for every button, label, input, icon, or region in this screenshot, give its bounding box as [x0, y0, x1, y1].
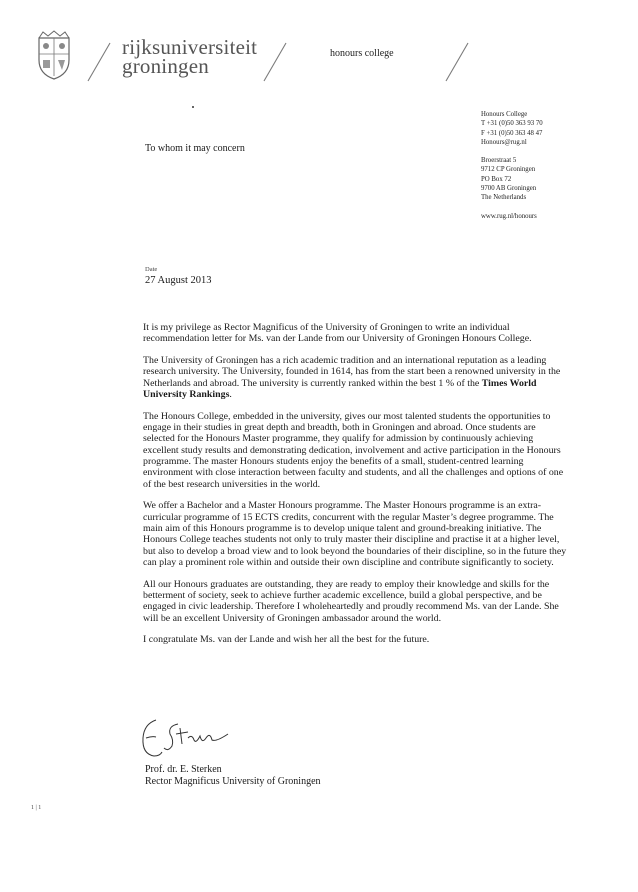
paragraph-4: We offer a Bachelor and a Master Honours programme. The Master Honours programme is an extra-curricular programme of 15 ECTS credits, concurrent with the regular Master’s degree programme. The main aim of this Honours programme is to develop unique talent and ground-breaking initiative. The Honours College teaches students not only to truly master their discipline and practise it at a higher level, but also to develop a broad view and to look beyond the boundaries of their discipline, so in the future they can play a prominent role within and outside their own discipline and contribute significantly to society. [143, 500, 567, 568]
decorative-dot [192, 106, 194, 108]
paragraph-3: The Honours College, embedded in the university, gives our most talented students the opportunities to engage in their studies in great depth and breadth, both in Groningen and abroad. Once students are selected for the Honours Master programme, they qualify for admission by continuously achieving excellent study results and demonstrating dedication, involvement and active participation in the Honours programme. The master Honours students enjoy the benefits of a small, student-centred learning environment with close interaction between faculty and students, and all the challenges and options of one of the best research universities in the world. [143, 410, 564, 490]
addressee: To whom it may concern [145, 143, 245, 154]
divider-slash [262, 42, 288, 82]
contact-street: Broerstraat 5 [481, 157, 517, 165]
paragraph-2-end: . [229, 388, 232, 400]
signatory-name: Prof. dr. E. Sterken [145, 764, 222, 775]
paragraph-5: All our Honours graduates are outstanding, they are ready to employ their knowledge and skills for the betterment of society, seek to achieve further academic excellence, build a global perspective, and be engaged in civic leadership. Therefore I wholeheartedly and proudly recommend Ms. van der Lande. She will be an excellent University of Groningen ambassador around the world. [143, 578, 559, 624]
contact-website: www.rug.nl/honours [481, 212, 537, 220]
university-crest-icon [36, 30, 72, 80]
contact-block [481, 110, 543, 221]
date-value: 27 August 2013 [145, 275, 212, 286]
divider-slash [444, 42, 470, 82]
paragraph-1: It is my privilege as Rector Magnificus of the University of Groningen to write an individual recommendation letter for Ms. van der Lande from our University of Groningen Honours College. [143, 322, 532, 345]
signatory-title: Rector Magnificus University of Groningen [145, 776, 321, 787]
logo-line-1: rijksuniversiteit [122, 35, 258, 59]
contact-phone: T +31 (0)50 363 93 70 [481, 120, 543, 128]
paragraph-2-text: The University of Groningen has a rich academic tradition and an international reputation as a leading research university. The University, founded in 1614, has from the start been a renowned university in the Netherlands and abroad. The university is currently ranked within the best 1 % of the [143, 355, 561, 389]
university-logo [122, 35, 258, 78]
department-name: honours college [330, 48, 394, 59]
contact-fax: F +31 (0)50 363 48 47 [481, 129, 543, 137]
logo-line-2: groningen [122, 54, 209, 78]
rankings-name: Times World University Rankings [143, 377, 537, 400]
divider-slash [86, 42, 112, 82]
contact-name: Honours College [481, 111, 528, 118]
handwritten-signature [138, 714, 232, 760]
contact-po-box: PO Box 72 [481, 175, 512, 183]
contact-postcode: 9712 CP Groningen [481, 166, 536, 174]
letter-body [143, 322, 568, 656]
paragraph-6: I congratulate Ms. van der Lande and wish her all the best for the future. [143, 634, 430, 646]
date-label: Date [145, 266, 158, 273]
contact-po-city: 9700 AB Groningen [481, 185, 537, 193]
contact-email: Honours@rug.nl [481, 138, 527, 146]
paragraph-2 [143, 355, 568, 400]
signatory [145, 764, 321, 788]
page-number: 1 | 1 [31, 805, 42, 811]
contact-country: The Netherlands [481, 194, 527, 202]
